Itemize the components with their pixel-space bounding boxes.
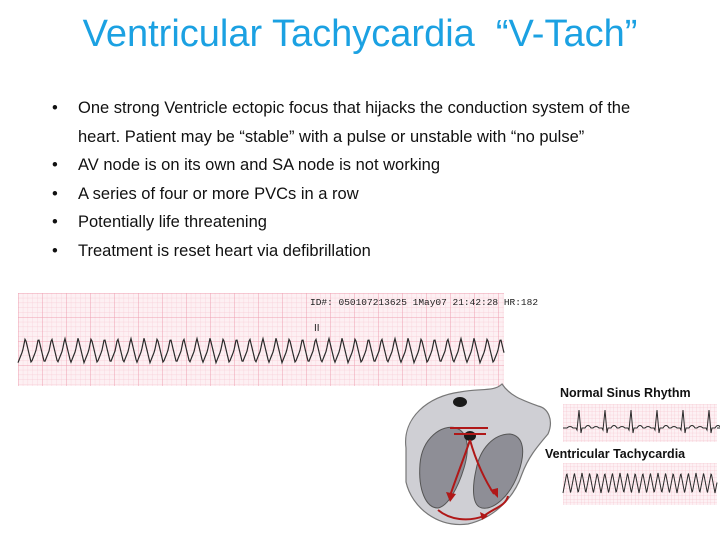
bullet-item <box>52 208 664 237</box>
bullet-text: Treatment is reset heart via defibrillation <box>78 241 371 260</box>
bullet-item <box>52 94 664 151</box>
bullet-item <box>52 180 664 209</box>
heart-diagram <box>398 378 558 528</box>
bullet-marker: • <box>52 184 58 203</box>
bullet-text: AV node is on its own and SA node is not working <box>78 156 441 174</box>
bullet-text: Potentially life threatening <box>78 213 267 231</box>
bullet-marker: • <box>52 156 58 174</box>
bullet-text: One strong Ventricle ectopic focus that hijacks the conduction system of the heart. Patient may be “stable” with a pulse or unstable with “no pulse” <box>78 99 631 146</box>
bullet-list <box>52 94 664 265</box>
ecg-lead-label: II <box>314 323 320 334</box>
bullet-item <box>52 237 664 266</box>
sa-node <box>453 397 467 407</box>
av-node <box>464 431 476 441</box>
ecg-strip-vtach <box>18 293 539 386</box>
normal-sinus-strip <box>563 404 717 442</box>
bullet-marker: • <box>52 213 58 231</box>
bullet-marker: • <box>52 99 58 117</box>
bullet-item <box>52 151 664 180</box>
slide-title: Ventricular Tachycardia “V-Tach” <box>82 13 638 55</box>
ecg-header-text: ID#: 050107213625 1May07 21:42:28 HR:182 <box>310 297 539 308</box>
bullet-text: A series of four or more PVCs in a row <box>78 184 359 203</box>
bullet-marker: • <box>52 241 58 260</box>
normal-sinus-label: Normal Sinus Rhythm <box>560 386 691 400</box>
vtach-strip <box>563 463 717 505</box>
vtach-label: Ventricular Tachycardia <box>545 447 686 461</box>
